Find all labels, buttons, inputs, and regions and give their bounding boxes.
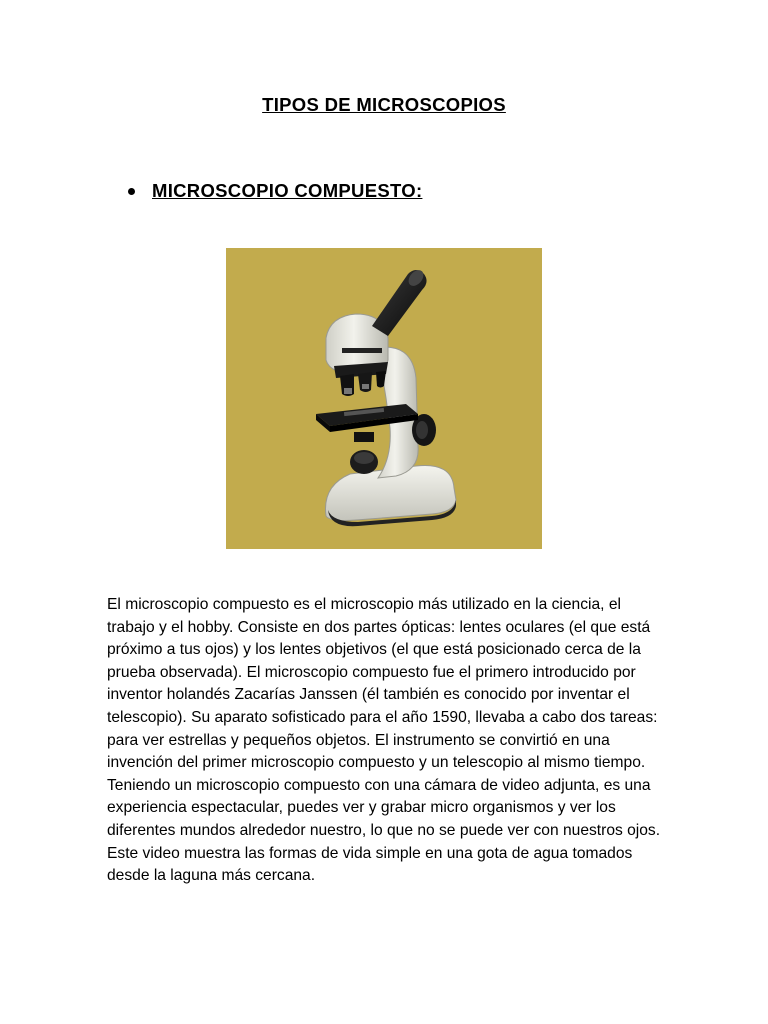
body-paragraph: El microscopio compuesto es el microscopio más utilizado en la ciencia, el trabajo y el hobby. Consiste en dos partes ópticas: lentes oculares (el que está próximo a tus ojos) y los lentes objetivos (el que está posicionado cerca de la prueba observada). El microscopio compuesto fue el primero introducido por inventor holandés Zacarías Janssen (él también es conocido por inventar el telescopio). Su aparato sofisticado para el año 1590, llevaba a cabo dos tareas: para ver estrellas y pequeños objetos. El instrumento se convirtió en una invención del primer microscopio compuesto y un telescopio al mismo tiempo. Teniendo un microscopio compuesto con una cámara de video adjunta, es una experiencia espectacular, puedes ver y grabar micro organismos y ver los diferentes mundos alrededor nuestro, lo que no se puede ver con nuestros ojos. Este video muestra las formas de vida simple en una gota de agua tomados desde la laguna más cercana.: [107, 596, 661, 885]
microscope-figure: [226, 248, 542, 549]
section-heading-text: MICROSCOPIO COMPUESTO:: [152, 180, 423, 201]
page-title: TIPOS DE MICROSCOPIOS: [262, 94, 506, 115]
bullet-icon: [128, 188, 135, 195]
section-heading: [128, 180, 422, 202]
microscope-image: [226, 248, 542, 549]
